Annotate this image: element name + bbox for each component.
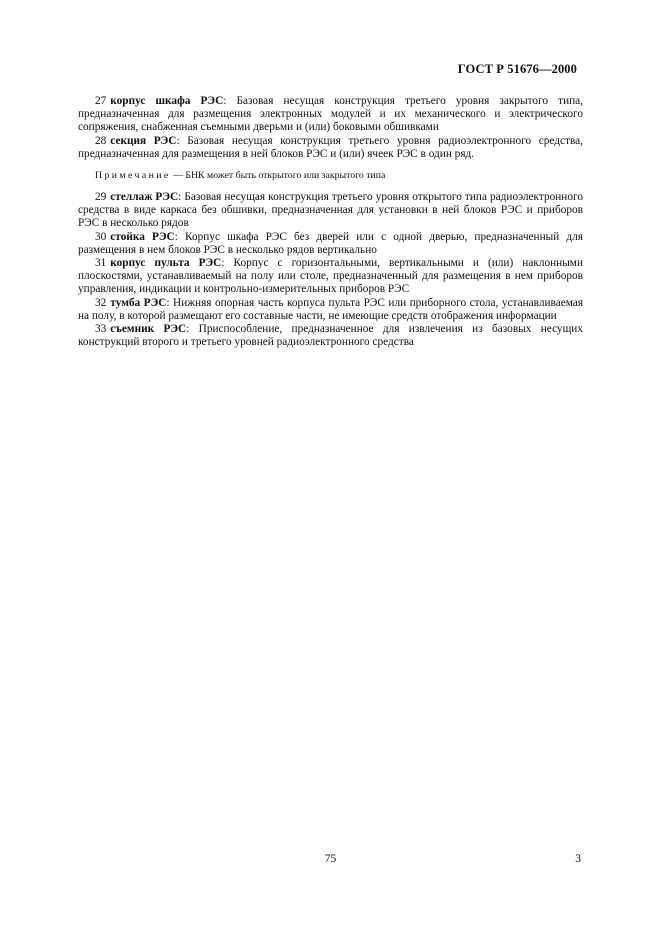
term-definition: Базовая несущая конструкция третьего уровня открытого типа радиоэлектронного средства в виде каркаса без обшивки, предназначенная для установки в ней блоков РЭС и приборов РЭС в несколько рядов [78,191,584,230]
term-entry: 27 корпус шкафа РЭС: Базовая несущая конструкция третьего уровня закрытого типа, предназначенная для размещения электронных модулей и их механического и электрического сопряжения, снабженная съемными дверьми и (или) боковыми обшивками [78,95,583,134]
term-name: стойка РЭС [110,230,175,243]
term-entry: 33 съемник РЭС: Приспособление, предназначенное для извлечения из базовых несущих конструкций второго и третьего уровней радиоэлектронного средства [78,323,583,349]
page-number: 75 [324,853,337,865]
sheet-number: 3 [575,853,581,865]
term-definition: Корпус с горизонтальными, вертикальными и (или) наклонными плоскостями, устанавливаемый на полу или столе, предназначенный для размещения в нем приборов управления, индикации и контрольно-измерительных приборов РЭС [78,257,583,296]
term-definition: Приспособление, предназначенное для извлечения из базовых несущих конструкций второго и третьего уровней радиоэлектронного средства [78,323,583,349]
term-number: 28 [95,134,107,147]
term-entry: 32 тумба РЭС: Нижняя опорная часть корпуса пульта РЭС или приборного стола, устанавливаемая на полу, в которой размещают его составные части, не имеющие средств отображения информации [78,296,584,322]
standard-header: ГОСТ Р 51676—2000 [457,62,577,76]
term-entry: 28 секция РЭС: Базовая несущая конструкция третьего уровня радиоэлектронного средства, предназначенная для размещения в ней блоков РЭС и (или) ячеек РЭС в один ряд. [78,134,583,160]
note-text: — БНК может быть открытого или закрытого типа [173,170,386,182]
term-number: 30 [95,230,107,243]
term-entry: 31 корпус пульта РЭС: Корпус с горизонтальными, вертикальными и (или) наклонными плоскостями, устанавливаемый на полу или столе, предназначенный для размещения в нем приборов управления, индикации и контрольно-измерительных приборов РЭС [78,257,583,296]
term-name: корпус шкафа РЭС [110,95,224,107]
term-number: 33 [95,323,107,336]
term-number: 31 [95,257,107,270]
term-entry: 29 стеллаж РЭС: Базовая несущая конструкция третьего уровня открытого типа радиоэлектронного средства в виде каркаса без обшивки, предназначенная для установки в ней блоков РЭС и приборов РЭС в несколько рядов [78,191,584,230]
term-number: 27 [95,95,107,107]
term-entry: 30 стойка РЭС: Корпус шкафа РЭС без дверей или с одной дверью, предназначенный для размещения в нем блоков РЭС в несколько рядов вертикально [78,230,583,256]
term-definition: Базовая несущая конструкция третьего уровня закрытого типа, предназначенная для размещения электронных модулей и их механического и электрического сопряжения, снабженная съемными дверьми и (или) боковыми обшивками [78,95,583,134]
term-name: секция РЭС [110,134,177,147]
terms-list-before-note [78,95,583,161]
terms-list-after-note [78,191,583,349]
document-body [78,95,583,349]
note-label: Примечание [95,170,171,182]
term-name: корпус пульта РЭС [110,257,222,270]
term-name: тумба РЭС [110,296,167,309]
term-number: 29 [95,191,107,204]
term-definition: Базовая несущая конструкция третьего уровня радиоэлектронного средства, предназначенная для размещения в ней блоков РЭС и (или) ячеек РЭС в один ряд. [78,134,583,160]
term-name: съемник РЭС [110,323,187,336]
term-name: стеллаж РЭС [110,191,179,204]
term-definition: Нижняя опорная часть корпуса пульта РЭС или приборного стола, устанавливаемая на полу, в которой размещают его составные части, не имеющие средств отображения информации [78,296,584,322]
term-number: 32 [95,296,107,309]
note-paragraph [78,170,583,182]
term-definition: Корпус шкафа РЭС без дверей или с одной дверью, предназначенный для размещения в нем блоков РЭС в несколько рядов вертикально [78,230,583,256]
